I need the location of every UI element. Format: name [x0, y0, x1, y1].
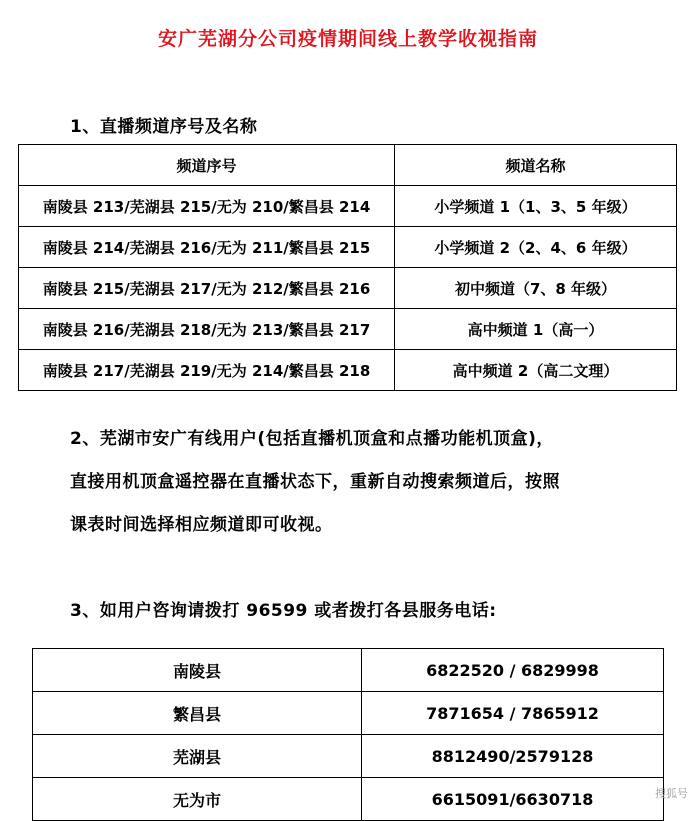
channel-table-header-row	[19, 145, 677, 186]
table-row	[33, 735, 664, 778]
section2-paragraph	[70, 418, 670, 547]
table-row	[19, 268, 677, 309]
table-row	[33, 778, 664, 821]
table-row	[19, 350, 677, 391]
table-row	[19, 309, 677, 350]
table-row	[33, 692, 664, 735]
table-row	[19, 227, 677, 268]
channel-name-cell: 小学频道 2（2、4、6 年级）	[395, 227, 677, 268]
phone-cell: 6822520 / 6829998	[362, 649, 664, 692]
channel-number-cell: 南陵县 214/芜湖县 216/无为 211/繁昌县 215	[19, 227, 395, 268]
county-cell: 无为市	[33, 778, 362, 821]
table-row	[19, 186, 677, 227]
section3-heading: 3、如用户咨询请拨打 96599 或者拨打各县服务电话:	[70, 601, 497, 621]
channel-number-cell: 南陵县 217/芜湖县 219/无为 214/繁昌县 218	[19, 350, 395, 391]
channel-name-cell: 高中频道 1（高一）	[395, 309, 677, 350]
phone-cell: 6615091/6630718	[362, 778, 664, 821]
phone-cell: 8812490/2579128	[362, 735, 664, 778]
channel-name-cell: 小学频道 1（1、3、5 年级）	[395, 186, 677, 227]
watermark-text: 搜狐号	[655, 787, 688, 800]
channel-number-cell: 南陵县 216/芜湖县 218/无为 213/繁昌县 217	[19, 309, 395, 350]
header-channel-number: 频道序号	[19, 145, 395, 186]
section2-line: 直接用机顶盒遥控器在直播状态下，重新自动搜索频道后，按照	[70, 472, 560, 492]
channel-table	[18, 144, 677, 391]
header-channel-name: 频道名称	[395, 145, 677, 186]
county-cell: 南陵县	[33, 649, 362, 692]
phone-table	[32, 648, 664, 821]
phone-cell: 7871654 / 7865912	[362, 692, 664, 735]
section1-heading: 1、直播频道序号及名称	[70, 117, 258, 137]
channel-name-cell: 高中频道 2（高二文理）	[395, 350, 677, 391]
table-row	[33, 649, 664, 692]
section2-line: 课表时间选择相应频道即可收视。	[70, 515, 333, 535]
channel-number-cell: 南陵县 215/芜湖县 217/无为 212/繁昌县 216	[19, 268, 395, 309]
section2-line: 2、芜湖市安广有线用户(包括直播机顶盒和点播功能机顶盒)，	[70, 429, 554, 449]
channel-number-cell: 南陵县 213/芜湖县 215/无为 210/繁昌县 214	[19, 186, 395, 227]
county-cell: 芜湖县	[33, 735, 362, 778]
document-title: 安广芜湖分公司疫情期间线上教学收视指南	[157, 28, 538, 50]
county-cell: 繁昌县	[33, 692, 362, 735]
channel-name-cell: 初中频道（7、8 年级）	[395, 268, 677, 309]
